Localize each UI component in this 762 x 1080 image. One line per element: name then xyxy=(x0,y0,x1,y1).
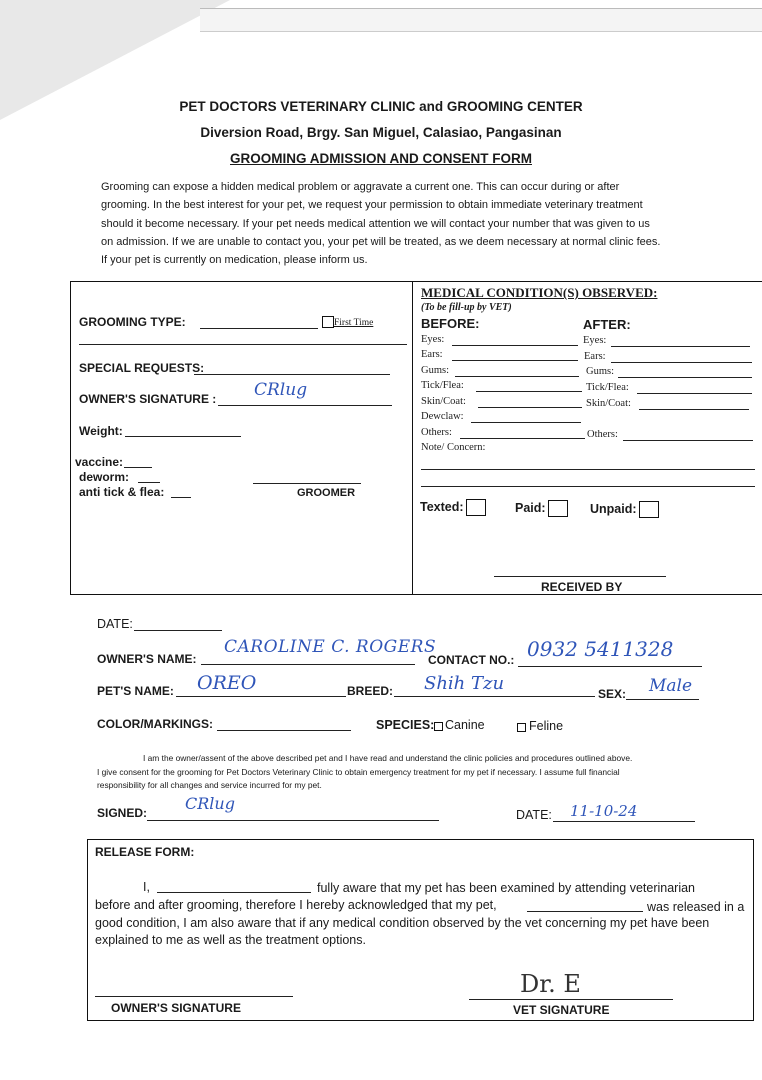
after-eyes-field[interactable] xyxy=(611,346,750,347)
intro-line: grooming. In the best interest for your pet, we request your permission to obtain immediate veterinary treatment xyxy=(101,199,643,212)
contact-label: CONTACT NO.: xyxy=(428,653,515,667)
contact-value: 0932 5411328 xyxy=(527,637,674,661)
before-ears-field[interactable] xyxy=(452,360,578,361)
feline-label: Feline xyxy=(529,719,564,733)
weight-label: Weight: xyxy=(79,424,123,438)
paid-checkbox[interactable] xyxy=(548,500,568,517)
breed-label: BREED: xyxy=(347,684,394,698)
owner-name-field[interactable] xyxy=(201,664,415,665)
special-requests-label: SPECIAL REQUESTS: xyxy=(79,361,205,375)
release-owner-signature-line[interactable] xyxy=(95,996,293,997)
received-by-label: RECEIVED BY xyxy=(541,580,623,594)
release-name-field[interactable] xyxy=(157,892,311,893)
intro-line: should it become necessary. If your pet needs medical attention we will contact your number that was given to us xyxy=(101,217,650,230)
consent-line: I am the owner/assent of the above described pet and I have read and understand the clinic policies and procedures outlined above. xyxy=(143,753,633,763)
pet-name-value: OREO xyxy=(197,672,257,694)
release-title: RELEASE FORM: xyxy=(95,845,195,859)
owner-signature-label: OWNER'S SIGNATURE : xyxy=(79,392,217,406)
grooming-type-extra-line[interactable] xyxy=(79,344,407,345)
release-form-box xyxy=(87,839,754,1021)
owner-signature-value: CRlug xyxy=(254,380,308,400)
anti-tick-label: anti tick & flea: xyxy=(79,485,165,499)
owner-signature-field[interactable] xyxy=(218,405,392,406)
before-gums-field[interactable] xyxy=(455,376,579,377)
before-ears-label: Ears: xyxy=(421,349,443,360)
color-markings-field[interactable] xyxy=(217,730,351,731)
release-text-3: good condition, I am also aware that if any medical condition observed by the vet concerning my pet have been xyxy=(95,916,710,930)
medical-title: MEDICAL CONDITION(S) OBSERVED: xyxy=(421,285,658,300)
note-concern-line-2[interactable] xyxy=(421,486,755,487)
sex-value: Male xyxy=(649,676,693,696)
pet-name-field[interactable] xyxy=(176,696,346,697)
after-heading: AFTER: xyxy=(583,317,631,332)
vet-signature-label: VET SIGNATURE xyxy=(513,1003,610,1017)
release-pet-field[interactable] xyxy=(527,911,643,912)
column-divider xyxy=(412,281,413,594)
color-markings-label: COLOR/MARKINGS: xyxy=(97,717,213,731)
owner-name-value: CAROLINE C. ROGERS xyxy=(224,637,437,657)
first-time-checkbox[interactable] xyxy=(322,316,334,328)
paid-label: Paid: xyxy=(515,500,546,515)
release-text-4: explained to me as well as the treatment options. xyxy=(95,933,366,947)
texted-checkbox[interactable] xyxy=(466,499,486,516)
after-ears-field[interactable] xyxy=(611,362,752,363)
after-ears-label: Ears: xyxy=(584,351,606,362)
before-tick-label: Tick/Flea: xyxy=(421,380,464,391)
after-tick-field[interactable] xyxy=(637,393,752,394)
signed-date-field[interactable] xyxy=(553,821,695,822)
before-tick-field[interactable] xyxy=(476,391,582,392)
date-label: DATE: xyxy=(97,617,133,631)
paid-group xyxy=(515,500,568,517)
page-stack-edge xyxy=(200,8,762,32)
deworm-label: deworm: xyxy=(79,470,130,484)
unpaid-label: Unpaid: xyxy=(590,501,637,516)
grooming-type-field[interactable] xyxy=(200,328,318,329)
before-skin-field[interactable] xyxy=(478,407,582,408)
pet-name-label: PET'S NAME: xyxy=(97,684,174,698)
consent-line: responsibility for all changes and service incurred for my pet. xyxy=(97,780,322,790)
sex-field[interactable] xyxy=(626,699,699,700)
before-gums-label: Gums: xyxy=(421,365,450,376)
intro-line: Grooming can expose a hidden medical problem or aggravate a current one. This can occur during or after xyxy=(101,181,620,193)
vaccine-label: vaccine: xyxy=(75,455,124,469)
canine-checkbox[interactable] xyxy=(434,722,443,731)
first-time-label: First Time xyxy=(334,318,374,328)
feline-checkbox[interactable] xyxy=(517,723,526,732)
before-eyes-label: Eyes: xyxy=(421,334,445,345)
grooming-type-label: GROOMING TYPE: xyxy=(79,315,186,329)
deworm-field[interactable] xyxy=(138,482,160,483)
groomer-signature-line[interactable] xyxy=(253,483,361,484)
release-i: I, xyxy=(143,880,150,894)
signed-value: CRlug xyxy=(185,794,235,813)
after-others-field[interactable] xyxy=(623,440,753,441)
canine-label: Canine xyxy=(445,718,485,732)
texted-label: Texted: xyxy=(420,499,464,514)
before-others-label: Others: xyxy=(421,427,452,438)
intro-line: If your pet is currently on medication, please inform us. xyxy=(101,254,368,267)
breed-value: Shih Tzu xyxy=(424,673,505,694)
after-others-label: Others: xyxy=(587,429,618,440)
signed-date-value: 11-10-24 xyxy=(570,802,638,820)
form-title: GROOMING ADMISSION AND CONSENT FORM xyxy=(230,151,532,166)
before-dewclaw-field[interactable] xyxy=(471,422,581,423)
clinic-name: PET DOCTORS VETERINARY CLINIC and GROOMING CENTER xyxy=(179,99,583,114)
intro-line: on admission. If we are unable to contact you, your pet will be treated, as we deem necessary at normal clinic fees. xyxy=(101,235,661,248)
consent-line: I give consent for the grooming for Pet Doctors Veterinary Clinic to obtain emergency treatment for my pet if necessary. I assume full financial xyxy=(97,767,620,777)
unpaid-checkbox[interactable] xyxy=(639,501,659,518)
release-text-2a: before and after grooming, therefore I hereby acknowledged that my pet, xyxy=(95,898,497,912)
breed-field[interactable] xyxy=(394,696,595,697)
after-gums-label: Gums: xyxy=(586,366,615,377)
special-requests-field[interactable] xyxy=(194,374,390,375)
anti-tick-field[interactable] xyxy=(171,497,191,498)
after-skin-field[interactable] xyxy=(639,409,749,410)
before-dewclaw-label: Dewclaw: xyxy=(421,411,464,422)
weight-field[interactable] xyxy=(125,436,241,437)
received-by-line[interactable] xyxy=(494,576,666,577)
before-heading: BEFORE: xyxy=(421,316,480,331)
sex-label: SEX: xyxy=(598,687,627,701)
before-skin-label: Skin/Coat: xyxy=(421,396,466,407)
clinic-address: Diversion Road, Brgy. San Miguel, Calasiao, Pangasinan xyxy=(200,125,562,140)
owner-name-label: OWNER'S NAME: xyxy=(97,652,197,666)
note-concern-label: Note/ Concern: xyxy=(421,442,486,453)
signed-label: SIGNED: xyxy=(97,806,148,820)
medical-note: (To be fill-up by VET) xyxy=(421,302,512,313)
texted-group xyxy=(420,499,486,516)
after-tick-label: Tick/Flea: xyxy=(586,382,629,393)
release-owner-signature-label: OWNER'S SIGNATURE xyxy=(111,1001,241,1015)
unpaid-group xyxy=(590,501,659,518)
contact-field[interactable] xyxy=(518,666,702,667)
release-text-2b: was released in a xyxy=(647,900,745,914)
groomer-label: GROOMER xyxy=(297,487,356,499)
intro-paragraph xyxy=(101,178,721,269)
vet-signature-value: Dr. E xyxy=(520,970,581,998)
note-concern-line-1[interactable] xyxy=(421,469,755,470)
signed-date-label: DATE: xyxy=(516,808,552,822)
after-eyes-label: Eyes: xyxy=(583,335,607,346)
species-label: SPECIES: xyxy=(376,718,435,732)
after-gums-field[interactable] xyxy=(618,377,752,378)
after-skin-label: Skin/Coat: xyxy=(586,398,631,409)
signed-field[interactable] xyxy=(147,820,439,821)
release-text-1: fully aware that my pet has been examined by attending veterinarian xyxy=(317,881,696,895)
before-eyes-field[interactable] xyxy=(452,345,578,346)
before-others-field[interactable] xyxy=(460,438,585,439)
vet-signature-line[interactable] xyxy=(469,999,673,1000)
vaccine-field[interactable] xyxy=(124,467,152,468)
date-field[interactable] xyxy=(134,630,222,631)
